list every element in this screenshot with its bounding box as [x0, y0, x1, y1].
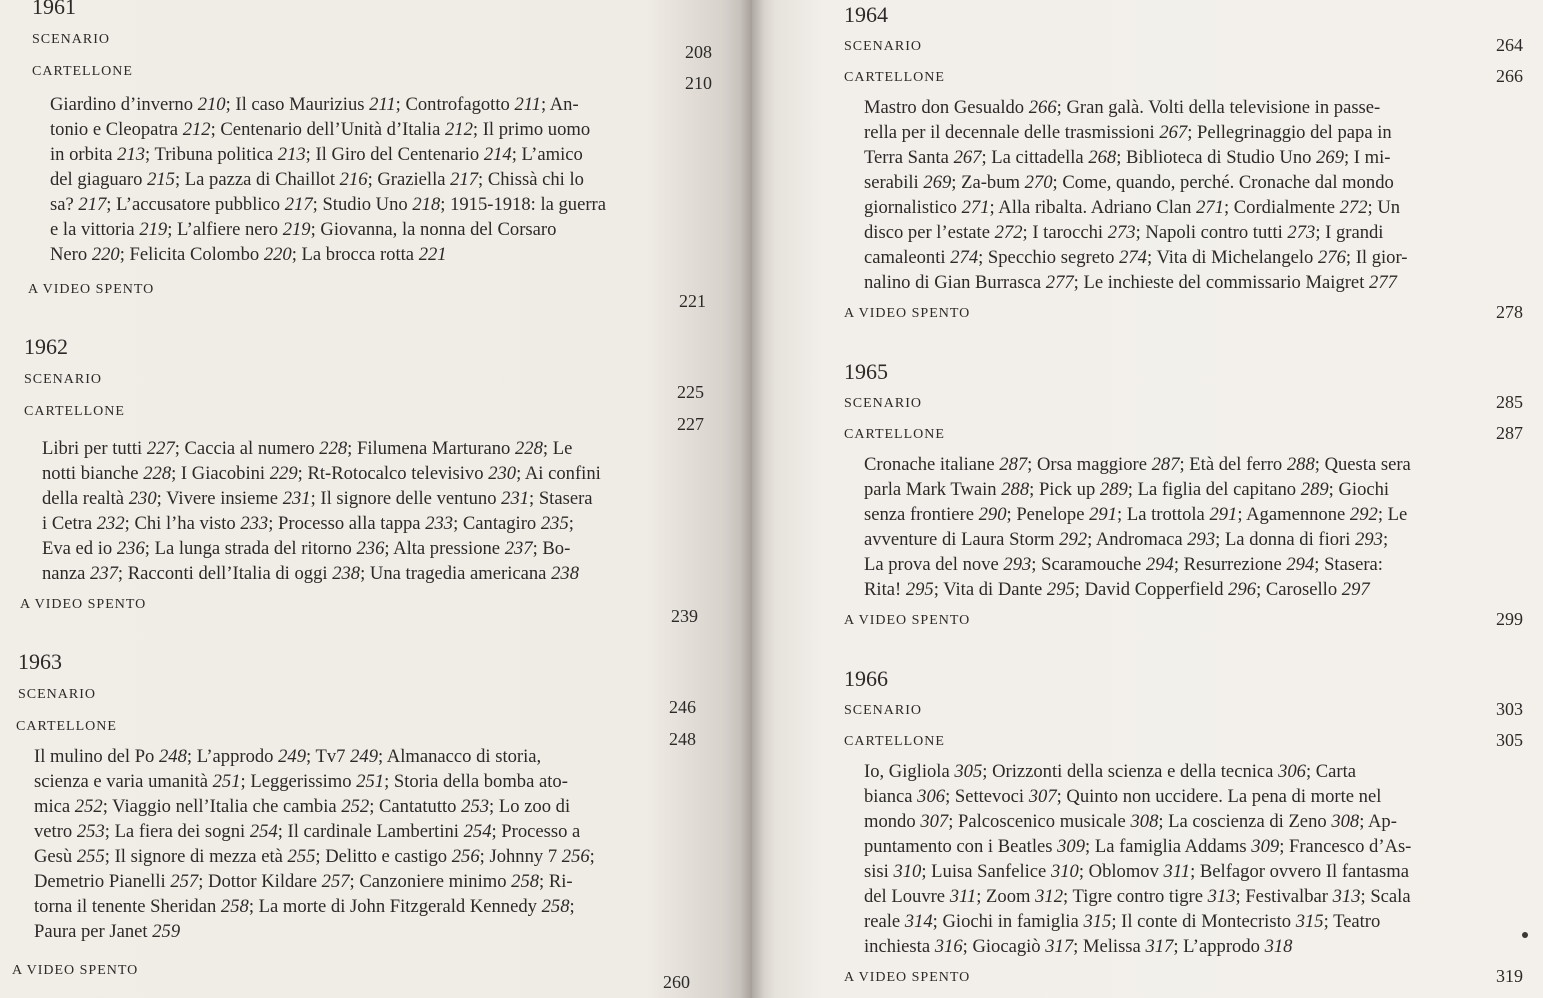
- year-heading: 1963: [18, 649, 62, 674]
- cartellone-entries: [864, 452, 1464, 602]
- cartellone-page-number: 227: [677, 414, 704, 434]
- scenario-label: SCENARIO: [844, 396, 923, 411]
- a-video-spento-label: A VIDEO SPENTO: [844, 613, 971, 628]
- cartellone-page-number: 248: [669, 729, 696, 749]
- entry-line: senza frontiere 290; Penelope 291; La trottola 291; Agamennone 292; Le: [864, 504, 1408, 525]
- a-video-spento-page-number: 239: [671, 606, 698, 626]
- entry-line: Demetrio Pianelli 257; Dottor Kildare 257; Canzoniere minimo 258; Ri-: [34, 871, 573, 892]
- a-video-spento-page-number: 299: [1496, 609, 1523, 629]
- year-heading: 1965: [844, 359, 888, 384]
- cartellone-page-number: 210: [685, 73, 712, 93]
- entry-line: torna il tenente Sheridan 258; La morte di John Fitzgerald Kennedy 258;: [34, 896, 575, 917]
- entry-line: reale 314; Giochi in famiglia 315; Il conte di Montecristo 315; Teatro: [864, 911, 1381, 932]
- entry-line: puntamento con i Beatles 309; La famiglia Addams 309; Francesco d’As-: [864, 836, 1412, 857]
- a-video-spento-label: A VIDEO SPENTO: [12, 963, 139, 978]
- entry-line: giornalistico 271; Alla ribalta. Adriano Clan 271; Cordialmente 272; Un: [864, 197, 1401, 218]
- scenario-page-number: 303: [1496, 699, 1523, 719]
- year-heading: 1962: [24, 334, 68, 359]
- entry-line: nanza 237; Racconti dell’Italia di oggi 238; Una tragedia americana 238: [42, 563, 579, 584]
- a-video-spento-label: A VIDEO SPENTO: [20, 597, 147, 612]
- entry-line: Gesù 255; Il signore di mezza età 255; Delitto e castigo 256; Johnny 7 256;: [34, 846, 595, 867]
- entry-line: Rita! 295; Vita di Dante 295; David Copperfield 296; Carosello 297: [864, 579, 1370, 600]
- entry-line: in orbita 213; Tribuna politica 213; Il Giro del Centenario 214; L’amico: [50, 144, 583, 165]
- right-page: [752, 0, 1543, 998]
- entry-line: Eva ed io 236; La lunga strada del ritorno 236; Alta pressione 237; Bo-: [42, 538, 571, 559]
- year-heading: 1964: [844, 2, 888, 27]
- a-video-spento-label: A VIDEO SPENTO: [844, 970, 971, 985]
- year-heading: 1961: [32, 0, 76, 19]
- entry-line: sisi 310; Luisa Sanfelice 310; Oblomov 311; Belfagor ovvero Il fantasma: [864, 861, 1409, 882]
- entry-line: Mastro don Gesualdo 266; Gran galà. Volti della televisione in passe-: [864, 97, 1381, 118]
- entry-line: Paura per Janet 259: [34, 921, 181, 942]
- entry-line: camaleonti 274; Specchio segreto 274; Vita di Michelangelo 276; Il gior-: [864, 247, 1408, 268]
- scenario-label: SCENARIO: [18, 687, 97, 702]
- entry-line: Cronache italiane 287; Orsa maggiore 287; Età del ferro 288; Questa sera: [864, 454, 1411, 475]
- entry-line: notti bianche 228; I Giacobini 229; Rt-Rotocalco televisivo 230; Ai confini: [42, 463, 601, 484]
- cartellone-label: CARTELLONE: [844, 427, 945, 442]
- entry-line: sa? 217; L’accusatore pubblico 217; Studio Uno 218; 1915-1918: la guerra: [50, 194, 606, 215]
- entry-line: Libri per tutti 227; Caccia al numero 228; Filumena Marturano 228; Le: [42, 438, 573, 459]
- a-video-spento-label: A VIDEO SPENTO: [844, 306, 971, 321]
- entry-line: serabili 269; Za-bum 270; Come, quando, perché. Cronache dal mondo: [864, 172, 1394, 193]
- cartellone-label: CARTELLONE: [844, 734, 945, 749]
- entry-line: Giardino d’inverno 210; Il caso Maurizius 211; Controfagotto 211; An-: [50, 94, 579, 115]
- entry-line: avventure di Laura Storm 292; Andromaca 293; La donna di fiori 293;: [864, 529, 1389, 550]
- book-gutter-shadow: [740, 0, 764, 998]
- entry-line: nalino di Gian Burrasca 277; Le inchieste del commissario Maigret 277: [864, 272, 1397, 293]
- cartellone-entries: [864, 95, 1464, 295]
- entry-line: mondo 307; Palcoscenico musicale 308; La coscienza di Zeno 308; Ap-: [864, 811, 1397, 832]
- entry-line: vetro 253; La fiera dei sogni 254; Il cardinale Lambertini 254; Processo a: [34, 821, 581, 842]
- cartellone-label: CARTELLONE: [24, 404, 125, 419]
- entry-line: del giaguaro 215; La pazza di Chaillot 216; Graziella 217; Chissà chi lo: [50, 169, 584, 190]
- cartellone-page-number: 266: [1496, 66, 1523, 86]
- entry-line: Il mulino del Po 248; L’approdo 249; Tv7 249; Almanacco di storia,: [34, 746, 542, 767]
- scenario-label: SCENARIO: [844, 703, 923, 718]
- entry-line: disco per l’estate 272; I tarocchi 273; Napoli contro tutti 273; I grandi: [864, 222, 1384, 243]
- scenario-label: SCENARIO: [32, 32, 111, 47]
- scenario-page-number: 225: [677, 382, 704, 402]
- scenario-label: SCENARIO: [24, 372, 103, 387]
- cartellone-label: CARTELLONE: [32, 64, 133, 79]
- cartellone-label: CARTELLONE: [844, 70, 945, 85]
- cartellone-entries: [34, 744, 638, 944]
- entry-line: della realtà 230; Vivere insieme 231; Il signore delle ventuno 231; Stasera: [42, 488, 593, 509]
- scenario-page-number: 208: [685, 42, 712, 62]
- entry-line: del Louvre 311; Zoom 312; Tigre contro tigre 313; Festivalbar 313; Scala: [864, 886, 1411, 907]
- a-video-spento-page-number: 221: [679, 291, 706, 311]
- cartellone-page-number: 287: [1496, 423, 1523, 443]
- cartellone-page-number: 305: [1496, 730, 1523, 750]
- entry-line: Terra Santa 267; La cittadella 268; Biblioteca di Studio Uno 269; I mi-: [864, 147, 1391, 168]
- left-page: [0, 0, 752, 998]
- entry-line: inchiesta 316; Giocagiò 317; Melissa 317; L’approdo 318: [864, 936, 1293, 957]
- cartellone-label: CARTELLONE: [16, 719, 117, 734]
- entry-line: rella per il decennale delle trasmissioni 267; Pellegrinaggio del papa in: [864, 122, 1392, 143]
- a-video-spento-label: A VIDEO SPENTO: [28, 282, 155, 297]
- scenario-page-number: 246: [669, 697, 696, 717]
- entry-line: La prova del nove 293; Scaramouche 294; Resurrezione 294; Stasera:: [864, 554, 1383, 575]
- scenario-page-number: 264: [1496, 35, 1523, 55]
- year-heading: 1966: [844, 666, 888, 691]
- entry-line: parla Mark Twain 288; Pick up 289; La figlia del capitano 289; Giochi: [864, 479, 1390, 500]
- entry-line: e la vittoria 219; L’alfiere nero 219; Giovanna, la nonna del Corsaro: [50, 219, 557, 240]
- entry-line: tonio e Cleopatra 212; Centenario dell’Unità d’Italia 212; Il primo uomo: [50, 119, 591, 140]
- entry-line: i Cetra 232; Chi l’ha visto 233; Processo alla tappa 233; Cantagiro 235;: [42, 513, 574, 534]
- entry-line: scienza e varia umanità 251; Leggerissimo 251; Storia della bomba ato-: [34, 771, 568, 792]
- a-video-spento-page-number: 319: [1496, 966, 1523, 986]
- scenario-label: SCENARIO: [844, 39, 923, 54]
- ink-speck: [1522, 932, 1528, 938]
- cartellone-entries: [864, 759, 1464, 959]
- entry-line: mica 252; Viaggio nell’Italia che cambia 252; Cantatutto 253; Lo zoo di: [34, 796, 571, 817]
- entry-line: Io, Gigliola 305; Orizzonti della scienza e della tecnica 306; Carta: [864, 761, 1357, 782]
- cartellone-entries: [42, 436, 644, 586]
- cartellone-entries: [50, 92, 652, 267]
- entry-line: Nero 220; Felicita Colombo 220; La brocca rotta 221: [50, 244, 447, 265]
- a-video-spento-page-number: 260: [663, 972, 690, 992]
- entry-line: bianca 306; Settevoci 307; Quinto non uccidere. La pena di morte nel: [864, 786, 1382, 807]
- a-video-spento-page-number: 278: [1496, 302, 1523, 322]
- scenario-page-number: 285: [1496, 392, 1523, 412]
